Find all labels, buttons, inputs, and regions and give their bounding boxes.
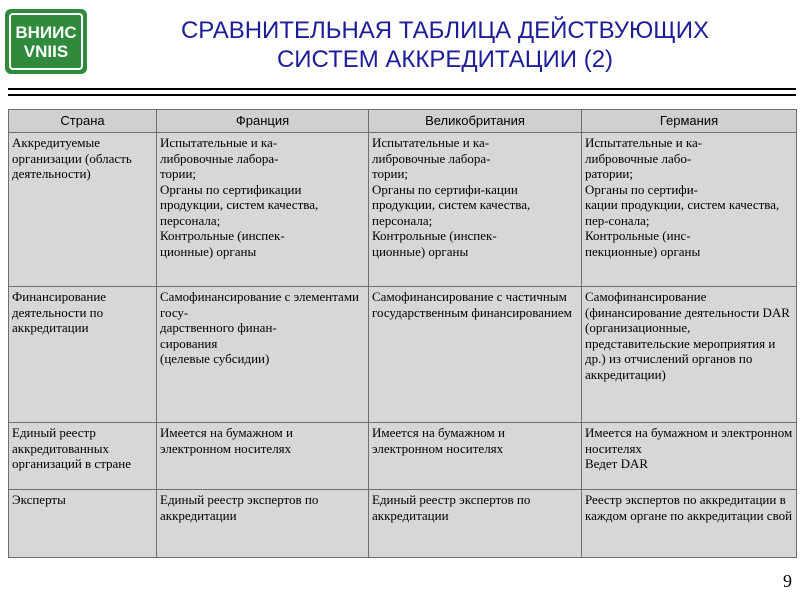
table-cell: Имеется на бумажном и электронном носителях Ведет DAR bbox=[582, 423, 797, 490]
table-cell: Реестр экспертов по аккредитации в каждом органе по аккредитации свой bbox=[582, 490, 797, 558]
page-number: 9 bbox=[783, 571, 792, 591]
table-cell: Единый реестр экспертов по аккредитации bbox=[157, 490, 369, 558]
table-row bbox=[9, 133, 797, 287]
title-divider-top bbox=[8, 88, 796, 90]
table-cell: Испытательные и ка- либровочные лабора- тории; Органы по сертификации продукции, систем качества, персонала; Контрольные (инспек- ционные) органы bbox=[157, 133, 369, 287]
logo-text-ru: ВНИИС bbox=[15, 22, 77, 42]
slide-title-line-2: СИСТЕМ АККРЕДИТАЦИИ (2) bbox=[276, 46, 614, 73]
slide-title bbox=[100, 16, 790, 74]
vniis-logo bbox=[5, 9, 87, 74]
logo-frame bbox=[9, 13, 83, 70]
table-row bbox=[9, 490, 797, 558]
table-row bbox=[9, 287, 797, 423]
table-row bbox=[9, 423, 797, 490]
title-divider-bottom bbox=[8, 94, 796, 96]
table-cell: Единый реестр экспертов по аккредитации bbox=[369, 490, 582, 558]
header-france: Франция bbox=[157, 110, 369, 133]
header-uk: Великобритания bbox=[369, 110, 582, 133]
table-cell: Испытательные и ка- либровочные лабо- ратории; Органы по сертифи- кации продукции, систем качества, пер-сонала; Контрольные (инс- пекционные) органы bbox=[582, 133, 797, 287]
table-cell: Испытательные и ка- либровочные лабора- тории; Органы по сертифи-кации продукции, систем качества, персонала; Контрольные (инспек- ционные) органы bbox=[369, 133, 582, 287]
slide-title-line-1: СРАВНИТЕЛЬНАЯ ТАБЛИЦА ДЕЙСТВУЮЩИХ bbox=[180, 17, 710, 44]
table-cell: Самофинансирование (финансирование деятельности DAR (организационные, представительские мероприятия и др.) из отчислений органов по аккредитации) bbox=[582, 287, 797, 423]
table-cell: Имеется на бумажном и электронном носителях bbox=[157, 423, 369, 490]
table-cell: Имеется на бумажном и электронном носителях bbox=[369, 423, 582, 490]
comparison-table bbox=[8, 109, 797, 558]
header-germany: Германия bbox=[582, 110, 797, 133]
header-country: Страна bbox=[9, 110, 157, 133]
table-cell: Самофинансирование с частичным государственным финансированием bbox=[369, 287, 582, 423]
row-label: Единый реестр аккредитованных организаций в стране bbox=[9, 423, 157, 490]
table-header-row bbox=[9, 110, 797, 133]
logo-text-en: VNIIS bbox=[23, 41, 69, 61]
row-label: Аккредитуемые организации (область деятельности) bbox=[9, 133, 157, 287]
row-label: Эксперты bbox=[9, 490, 157, 558]
row-label: Финансирование деятельности по аккредитации bbox=[9, 287, 157, 423]
table-cell: Самофинансирование с элементами госу- дарственного финан- сирования (целевые субсидии) bbox=[157, 287, 369, 423]
